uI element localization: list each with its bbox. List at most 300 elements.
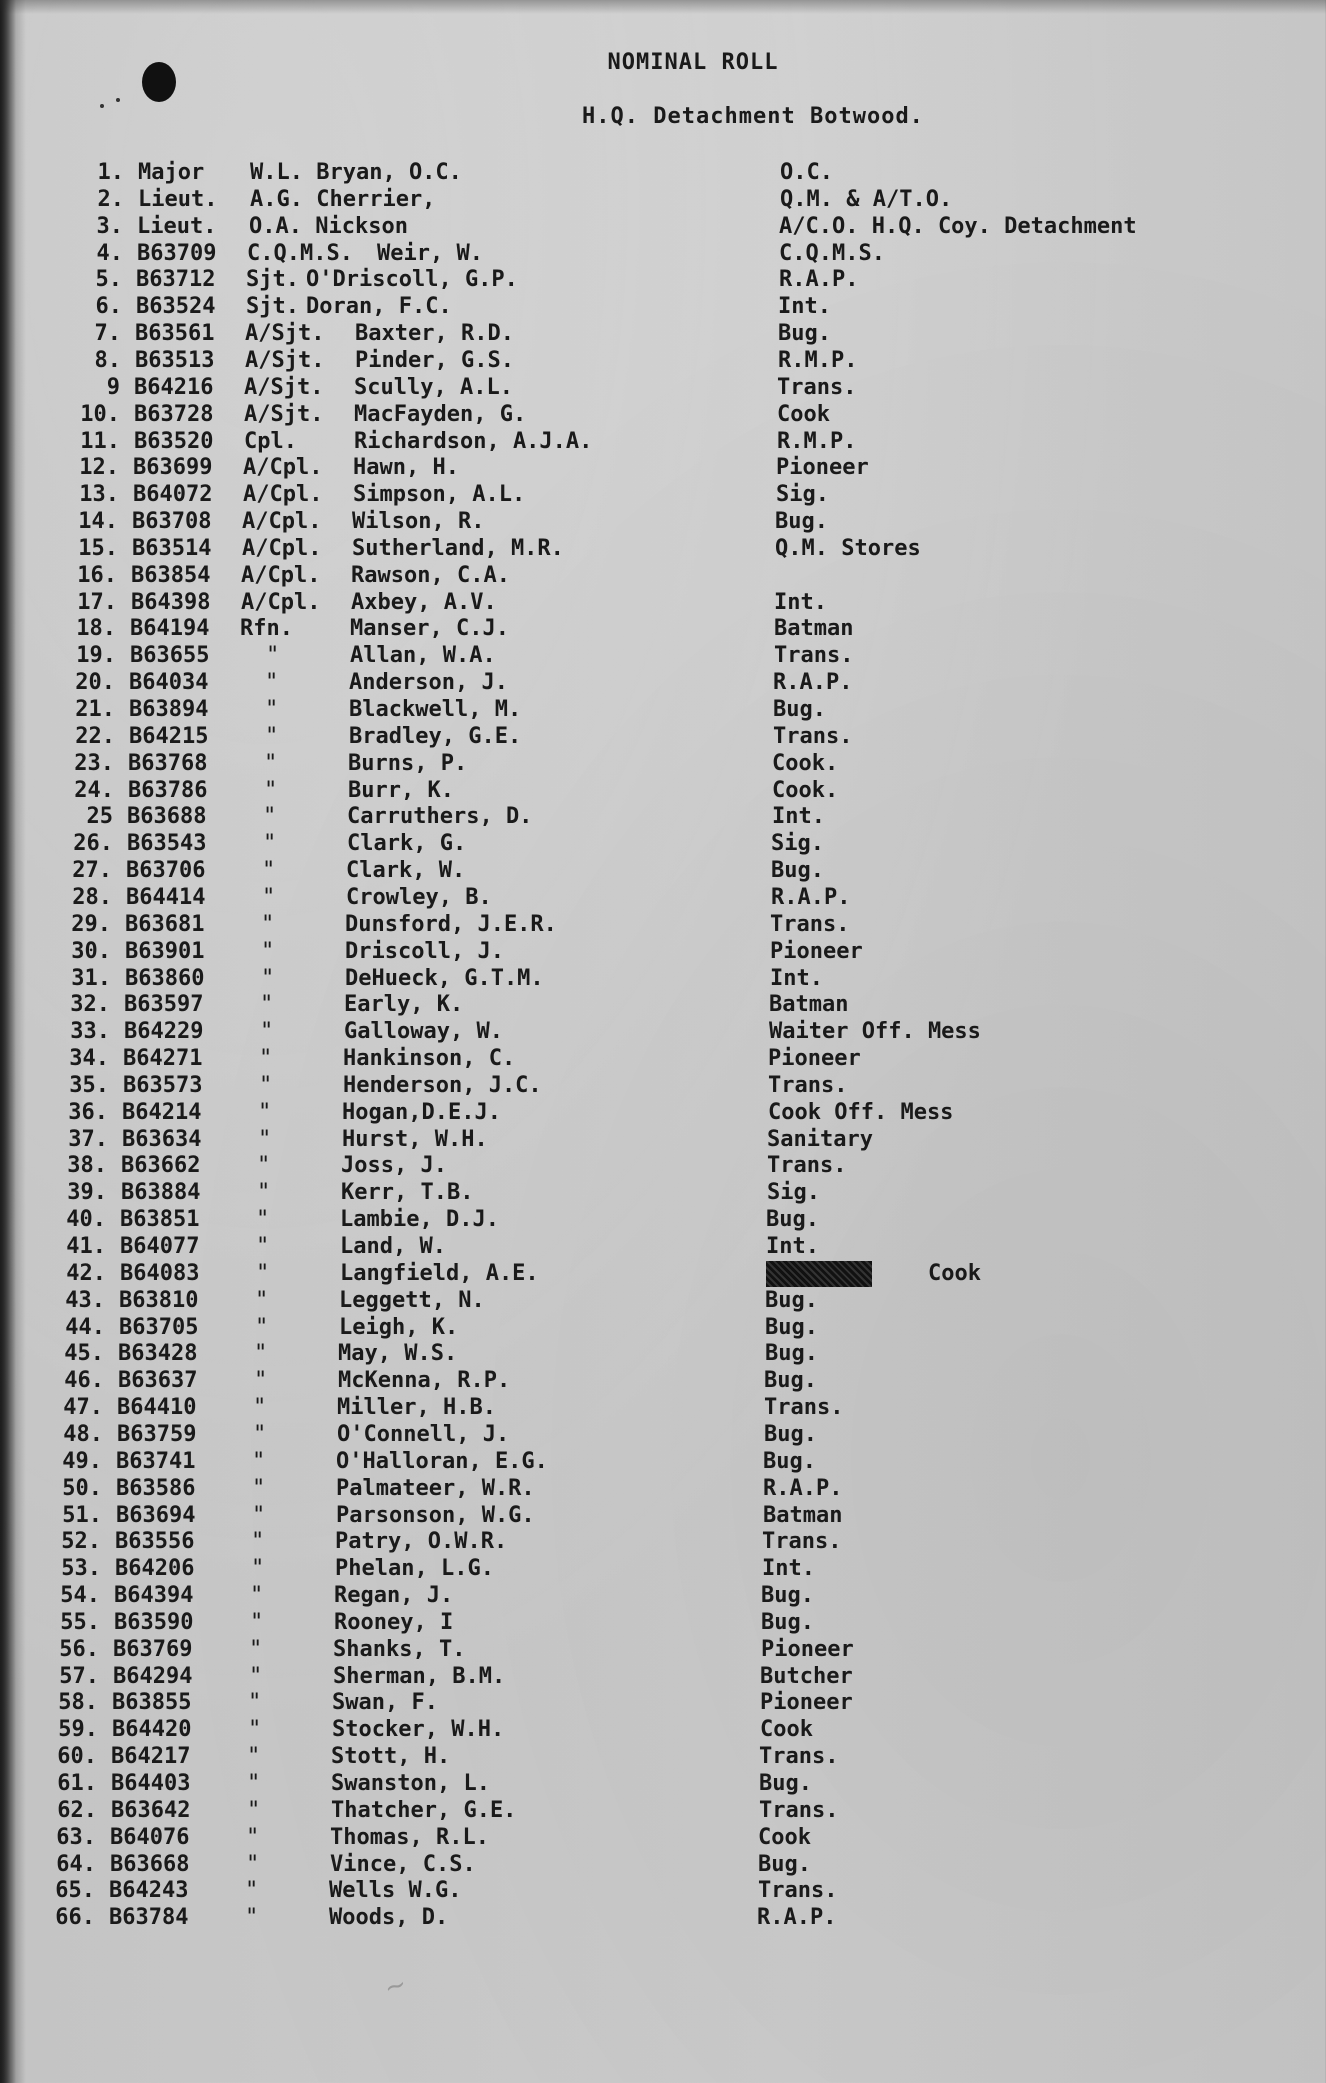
- rank-ditto-mark: ": [262, 858, 276, 884]
- rank-ditto-mark: ": [251, 1529, 265, 1555]
- roll-row: [0, 1449, 1326, 1475]
- row-number: 22.: [75, 723, 115, 749]
- row-number: 2.: [97, 186, 124, 212]
- soldier-name: Palmateer, W.R.: [336, 1475, 535, 1501]
- document-subtitle: H.Q. Detachment Botwood.: [582, 104, 924, 129]
- roll-row: [0, 1315, 1326, 1341]
- service-number: B63590: [114, 1609, 194, 1635]
- roll-row: [0, 1127, 1326, 1153]
- soldier-name: W.L. Bryan, O.C.: [250, 160, 462, 185]
- row-number: 21.: [75, 697, 115, 722]
- service-number: B63860: [125, 965, 205, 991]
- row-number: 45.: [64, 1341, 104, 1367]
- soldier-name: Sutherland, M.R.: [352, 535, 564, 561]
- soldier-name: Land, W.: [340, 1234, 446, 1259]
- service-number: B63901: [125, 938, 205, 964]
- rank-ditto-mark: ": [256, 1260, 270, 1286]
- appointment: Pioneer: [768, 1046, 861, 1072]
- service-number: B63855: [112, 1690, 192, 1716]
- appointment: R.M.P.: [778, 347, 858, 373]
- appointment: Sig.: [776, 482, 829, 508]
- roll-row: [0, 778, 1326, 804]
- rank-ditto-mark: ": [252, 1502, 266, 1528]
- row-number: 61.: [57, 1771, 97, 1796]
- soldier-name: Hogan,D.E.J.: [342, 1099, 501, 1125]
- soldier-name: Early, K.: [344, 992, 464, 1018]
- appointment: Int.: [762, 1556, 815, 1582]
- soldier-name: Sherman, B.M.: [333, 1663, 506, 1689]
- soldier-name: Swanston, L.: [331, 1771, 490, 1796]
- row-number: 44.: [65, 1314, 105, 1340]
- appointment: Trans.: [774, 643, 854, 669]
- soldier-name: O.A. Nickson: [249, 213, 408, 239]
- rank-ditto-mark: ": [253, 1421, 267, 1447]
- row-number: 17.: [77, 589, 117, 615]
- row-number: 66.: [55, 1905, 95, 1931]
- rank-ditto-mark: ": [261, 938, 275, 964]
- soldier-name: MacFayden, G.: [354, 401, 527, 427]
- service-number: B63662: [121, 1153, 201, 1179]
- service-number: B64215: [129, 723, 209, 749]
- soldier-name: DeHueck, G.T.M.: [345, 965, 544, 991]
- service-number: B63681: [125, 911, 205, 937]
- service-number: B63741: [116, 1448, 196, 1474]
- appointment: Q.M. & A/T.O.: [780, 186, 953, 212]
- service-number: B64420: [112, 1717, 192, 1743]
- soldier-name: Baxter, R.D.: [355, 321, 514, 347]
- soldier-name: Vince, C.S.: [330, 1851, 476, 1877]
- service-number: B64403: [111, 1771, 191, 1796]
- appointment: Cook Off. Mess: [768, 1099, 954, 1125]
- appointment: Bug.: [766, 1207, 819, 1233]
- rank-ditto-mark: ": [245, 1905, 259, 1931]
- row-number: 9: [106, 374, 120, 400]
- row-number: 26.: [73, 831, 113, 857]
- soldier-name: Bradley, G.E.: [349, 723, 522, 749]
- rank-ditto-mark: ": [264, 750, 278, 776]
- row-number: 25: [86, 804, 113, 830]
- rank-ditto-mark: ": [261, 911, 275, 937]
- soldier-name: Kerr, T.B.: [341, 1180, 474, 1206]
- roll-row: [0, 563, 1326, 589]
- appointment: Cook.: [772, 777, 839, 803]
- rank: A/Cpl.: [242, 535, 322, 561]
- soldier-name: Miller, H.B.: [337, 1395, 496, 1421]
- appointment: Bug.: [765, 1287, 818, 1313]
- roll-row: [0, 1556, 1326, 1582]
- soldier-name: Rawson, C.A.: [351, 562, 510, 588]
- service-number: B63699: [133, 455, 213, 481]
- appointment: Pioneer: [761, 1636, 854, 1662]
- appointment: Int.: [766, 1234, 819, 1259]
- roll-row: [0, 1503, 1326, 1529]
- rank-ditto-mark: ": [263, 831, 277, 857]
- appointment: Trans.: [768, 1072, 848, 1098]
- service-number: B63728: [134, 401, 214, 427]
- roll-row: [0, 1744, 1326, 1770]
- rank-ditto-mark: ": [246, 1824, 260, 1850]
- service-number: B64294: [113, 1663, 193, 1689]
- rank-ditto-mark: ": [256, 1207, 270, 1233]
- rank: A/Cpl.: [243, 455, 323, 481]
- appointment: Trans.: [767, 1153, 847, 1179]
- service-number: B64214: [122, 1099, 202, 1125]
- service-number: B63706: [126, 858, 206, 884]
- row-number: 13.: [79, 482, 119, 508]
- appointment: R.A.P.: [763, 1475, 843, 1501]
- service-number: B63642: [111, 1797, 191, 1823]
- soldier-name: Pinder, G.S.: [355, 347, 514, 373]
- roll-row: [0, 482, 1326, 508]
- appointment: Bug.: [778, 321, 831, 347]
- roll-row: [0, 321, 1326, 347]
- rank: A/Cpl.: [241, 562, 321, 588]
- row-number: 43.: [65, 1287, 105, 1313]
- roll-row: [0, 1288, 1326, 1314]
- roll-row: [0, 1771, 1326, 1797]
- rank: Sjt.: [246, 294, 299, 320]
- appointment: Bug.: [761, 1609, 814, 1635]
- row-number: 15.: [78, 535, 118, 561]
- soldier-name: Henderson, J.C.: [343, 1072, 542, 1098]
- appointment: Bug.: [759, 1771, 812, 1796]
- soldier-name: Clark, W.: [346, 858, 466, 884]
- speck: [116, 98, 120, 102]
- roll-row: [0, 1368, 1326, 1394]
- service-number: B63810: [119, 1287, 199, 1313]
- soldier-name: Anderson, J.: [349, 670, 508, 696]
- service-number: B63543: [127, 831, 207, 857]
- soldier-name: Stott, H.: [331, 1744, 451, 1770]
- row-number: 31.: [71, 965, 111, 991]
- row-number: 12.: [79, 455, 119, 481]
- row-number: 11.: [80, 428, 120, 454]
- rank-ditto-mark: ": [261, 965, 275, 991]
- rank: Sjt.: [246, 267, 299, 293]
- soldier-name: Hankinson, C.: [343, 1046, 516, 1072]
- row-number: 53.: [61, 1556, 101, 1582]
- appointment: Pioneer: [776, 455, 869, 481]
- service-number: B63784: [109, 1905, 189, 1931]
- soldier-name: O'Driscoll, G.P.: [306, 267, 518, 293]
- appointment: Bug.: [773, 697, 826, 722]
- soldier-name: Simpson, A.L.: [353, 482, 526, 508]
- roll-row: [0, 1690, 1326, 1716]
- roll-row: [0, 375, 1326, 401]
- row-number: 30.: [71, 938, 111, 964]
- service-number: B64410: [117, 1395, 197, 1421]
- service-number: B64271: [123, 1046, 203, 1072]
- rank-ditto-mark: ": [258, 1126, 272, 1152]
- soldier-name: Thomas, R.L.: [330, 1824, 489, 1850]
- rank-ditto-mark: ": [258, 1099, 272, 1125]
- service-number: B63561: [135, 321, 215, 347]
- appointment: Sanitary: [767, 1126, 873, 1152]
- appointment: Pioneer: [770, 938, 863, 964]
- roll-row: [0, 912, 1326, 938]
- roll-row: [0, 616, 1326, 642]
- soldier-name: Joss, J.: [341, 1153, 447, 1179]
- appointment: Bug.: [764, 1368, 817, 1394]
- soldier-name: Rooney, I: [334, 1609, 454, 1635]
- appointment: Pioneer: [760, 1690, 853, 1716]
- rank-ditto-mark: ": [259, 1046, 273, 1072]
- soldier-name: Clark, G.: [347, 831, 467, 857]
- rank-ditto-mark: ": [251, 1556, 265, 1582]
- appointment: R.A.P.: [771, 884, 851, 910]
- row-number: 23.: [74, 750, 114, 776]
- soldier-name: Phelan, L.G.: [335, 1556, 494, 1582]
- roll-row: [0, 1852, 1326, 1878]
- rank-ditto-mark: ": [255, 1314, 269, 1340]
- service-number: B63769: [113, 1636, 193, 1662]
- appointment: R.A.P.: [757, 1905, 837, 1931]
- roll-row: [0, 267, 1326, 293]
- roll-row: [0, 455, 1326, 481]
- rank: A/Sjt.: [245, 321, 325, 347]
- struck-out-text: [766, 1261, 872, 1287]
- roll-row: [0, 1878, 1326, 1904]
- row-number: 18.: [76, 616, 116, 642]
- roll-row: [0, 1073, 1326, 1099]
- roll-row: [0, 1717, 1326, 1743]
- roll-row: [0, 1529, 1326, 1555]
- rank: Lieut.: [138, 186, 218, 212]
- roll-row: [0, 724, 1326, 750]
- service-number: B64216: [134, 374, 214, 400]
- row-number: 50.: [62, 1475, 102, 1501]
- roll-row: [0, 939, 1326, 965]
- row-number: 41.: [66, 1234, 106, 1259]
- roll-row: [0, 966, 1326, 992]
- soldier-name: Allan, W.A.: [350, 643, 496, 669]
- appointment: Bug.: [761, 1583, 814, 1609]
- rank-ditto-mark: ": [252, 1475, 266, 1501]
- appointment: Cook: [777, 401, 830, 427]
- row-number: 64.: [56, 1851, 96, 1877]
- rank-ditto-mark: ": [249, 1636, 263, 1662]
- soldier-name: O'Connell, J.: [337, 1421, 510, 1447]
- rank: Lieut.: [137, 213, 217, 239]
- row-number: 7.: [94, 321, 121, 347]
- row-number: 58.: [58, 1690, 98, 1716]
- service-number: B64217: [111, 1744, 191, 1770]
- appointment: Sig.: [771, 831, 824, 857]
- soldier-name: Doran, F.C.: [306, 294, 452, 320]
- roll-row: [0, 1476, 1326, 1502]
- service-number: B64229: [124, 1019, 204, 1045]
- service-number: B63597: [124, 992, 204, 1018]
- rank-ditto-mark: ": [259, 1072, 273, 1098]
- soldier-name: Thatcher, G.E.: [331, 1797, 517, 1823]
- rank-ditto-mark: ": [252, 1448, 266, 1474]
- roll-row: [0, 1341, 1326, 1367]
- row-number: 48.: [63, 1421, 103, 1447]
- roll-row: [0, 992, 1326, 1018]
- rank-ditto-mark: ": [266, 643, 280, 669]
- rank-ditto-mark: ": [247, 1771, 261, 1796]
- rank-ditto-mark: ": [248, 1690, 262, 1716]
- roll-row: [0, 697, 1326, 723]
- rank: Cpl.: [244, 428, 297, 454]
- pencil-mark: ~: [380, 1968, 411, 2005]
- roll-row: [0, 1100, 1326, 1126]
- row-number: 4.: [96, 240, 123, 266]
- appointment: Cook: [758, 1824, 811, 1850]
- row-number: 8.: [94, 347, 121, 373]
- rank: Rfn.: [240, 616, 293, 642]
- row-number: 38.: [67, 1153, 107, 1179]
- appointment: Q.M. Stores: [775, 535, 921, 561]
- service-number: B63513: [135, 347, 215, 373]
- service-number: B64072: [133, 482, 213, 508]
- roll-row: [0, 831, 1326, 857]
- roll-row: [0, 160, 1326, 186]
- service-number: B63768: [128, 750, 208, 776]
- roll-row: [0, 214, 1326, 240]
- row-number: 62.: [57, 1797, 97, 1823]
- row-number: 54.: [60, 1583, 100, 1609]
- appointment: Trans.: [762, 1529, 842, 1555]
- row-number: 55.: [60, 1609, 100, 1635]
- appointment: C.Q.M.S.: [779, 240, 885, 266]
- roll-row: [0, 429, 1326, 455]
- row-number: 6.: [95, 294, 122, 320]
- roll-row: [0, 1395, 1326, 1421]
- row-number: 39.: [67, 1180, 107, 1206]
- rank: Major: [138, 160, 205, 185]
- soldier-name: Weir, W.: [377, 240, 483, 266]
- rank: A/Cpl.: [243, 482, 323, 508]
- rank-ditto-mark: ": [256, 1234, 270, 1259]
- service-number: B63556: [115, 1529, 195, 1555]
- service-number: B63854: [131, 562, 211, 588]
- soldier-name: Carruthers, D.: [347, 804, 533, 830]
- row-number: 60.: [57, 1744, 97, 1770]
- rank-ditto-mark: ": [255, 1287, 269, 1313]
- service-number: B63786: [128, 777, 208, 803]
- service-number: B63709: [137, 240, 217, 266]
- roll-row: [0, 536, 1326, 562]
- rank-ditto-mark: ": [260, 1019, 274, 1045]
- row-number: 63.: [56, 1824, 96, 1850]
- soldier-name: Hawn, H.: [353, 455, 459, 481]
- soldier-name: A.G. Cherrier,: [250, 186, 436, 212]
- appointment: Batman: [763, 1502, 843, 1528]
- appointment: Int.: [772, 804, 825, 830]
- appointment: Bug.: [765, 1341, 818, 1367]
- roll-row: [0, 1261, 1326, 1287]
- soldier-name: May, W.S.: [338, 1341, 458, 1367]
- soldier-name: Wilson, R.: [352, 509, 485, 535]
- soldier-name: Hurst, W.H.: [342, 1126, 488, 1152]
- soldier-name: O'Halloran, E.G.: [336, 1448, 548, 1474]
- soldier-name: Crowley, B.: [346, 884, 492, 910]
- service-number: B64076: [110, 1824, 190, 1850]
- appointment: Bug.: [758, 1851, 811, 1877]
- roll-row: [0, 885, 1326, 911]
- appointment: Waiter Off. Mess: [769, 1019, 981, 1045]
- row-number: 52.: [61, 1529, 101, 1555]
- appointment: R.M.P.: [777, 428, 857, 454]
- service-number: B63884: [121, 1180, 201, 1206]
- service-number: B63428: [118, 1341, 198, 1367]
- rank-ditto-mark: ": [262, 884, 276, 910]
- soldier-name: Blackwell, M.: [349, 697, 522, 722]
- row-number: 5.: [95, 267, 122, 293]
- row-number: 29.: [71, 911, 111, 937]
- appointment: A/C.O. H.Q. Coy. Detachment: [779, 213, 1137, 239]
- rank-ditto-mark: ": [265, 670, 279, 696]
- service-number: B63573: [123, 1072, 203, 1098]
- appointment: Trans.: [773, 723, 853, 749]
- roll-row: [0, 1905, 1326, 1931]
- service-number: B64206: [115, 1556, 195, 1582]
- soldier-name: Patry, O.W.R.: [335, 1529, 508, 1555]
- soldier-name: Leggett, N.: [339, 1287, 485, 1313]
- soldier-name: Swan, F.: [332, 1690, 438, 1716]
- appointment: Int.: [774, 589, 827, 615]
- appointment: Trans.: [764, 1395, 844, 1421]
- roll-row: [0, 643, 1326, 669]
- soldier-name: Langfield, A.E.: [340, 1260, 539, 1286]
- soldier-name: Stocker, W.H.: [332, 1717, 505, 1743]
- row-number: 19.: [76, 643, 116, 669]
- service-number: B64083: [120, 1260, 200, 1286]
- rank-ditto-mark: ": [265, 697, 279, 722]
- rank-ditto-mark: ": [248, 1717, 262, 1743]
- rank-ditto-mark: ": [264, 777, 278, 803]
- row-number: 59.: [58, 1717, 98, 1743]
- soldier-name: Driscoll, J.: [345, 938, 504, 964]
- appointment: Cook.: [772, 750, 839, 776]
- service-number: B63514: [132, 535, 212, 561]
- service-number: B63655: [130, 643, 210, 669]
- appointment: Bug.: [764, 1421, 817, 1447]
- row-number: 24.: [74, 777, 114, 803]
- service-number: B63668: [110, 1851, 190, 1877]
- rank-ditto-mark: ": [246, 1851, 260, 1877]
- appointment: Cook: [928, 1260, 981, 1286]
- appointment: R.A.P.: [773, 670, 853, 696]
- service-number: B63524: [136, 294, 216, 320]
- roll-row: [0, 1610, 1326, 1636]
- appointment: Sig.: [767, 1180, 820, 1206]
- top-edge-shadow: [0, 0, 1326, 14]
- appointment: Bug.: [775, 509, 828, 535]
- soldier-name: Shanks, T.: [333, 1636, 466, 1662]
- roll-row: [0, 1825, 1326, 1851]
- appointment: O.C.: [780, 160, 833, 185]
- rank-ditto-mark: ": [253, 1395, 267, 1421]
- rank-ditto-mark: ": [257, 1153, 271, 1179]
- row-number: 51.: [62, 1502, 102, 1528]
- row-number: 14.: [78, 509, 118, 535]
- rank: C.Q.M.S.: [247, 240, 353, 266]
- row-number: 34.: [69, 1046, 109, 1072]
- rank: A/Sjt.: [245, 347, 325, 373]
- roll-row: [0, 804, 1326, 830]
- appointment: Int.: [778, 294, 831, 320]
- row-number: 40.: [66, 1207, 106, 1233]
- appointment: Trans.: [759, 1744, 839, 1770]
- service-number: B63520: [134, 428, 214, 454]
- appointment: Bug.: [765, 1314, 818, 1340]
- service-number: B63894: [129, 697, 209, 722]
- roll-row: [0, 1798, 1326, 1824]
- appointment: Cook: [760, 1717, 813, 1743]
- appointment: Bug.: [763, 1448, 816, 1474]
